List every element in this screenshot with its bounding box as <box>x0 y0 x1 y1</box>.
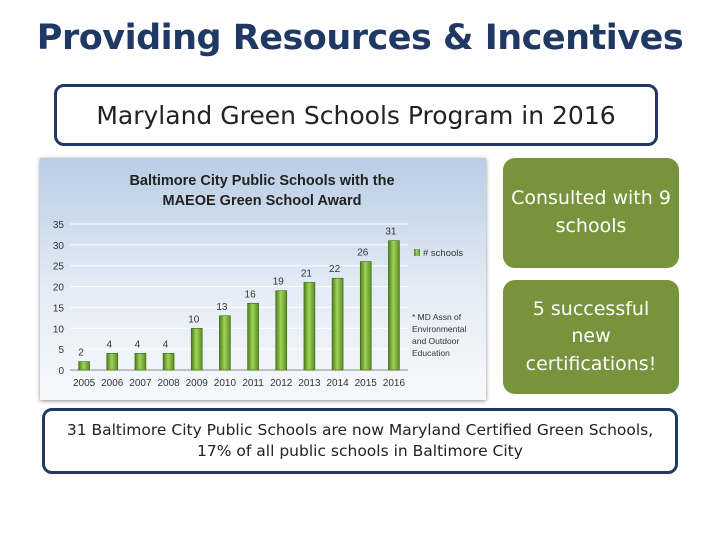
data-label: 10 <box>188 314 200 326</box>
x-tick-label: 2014 <box>326 378 349 389</box>
data-label: 4 <box>106 339 113 351</box>
summary-line2: 17% of all public schools in Baltimore City <box>197 442 523 460</box>
data-label: 21 <box>300 268 312 280</box>
summary-line1: 31 Baltimore City Public Schools are now Maryland Certified Green Schools, <box>66 421 654 440</box>
certifications-box <box>503 280 679 394</box>
x-tick-label: 2011 <box>242 378 264 389</box>
y-tick-label: 30 <box>52 240 64 252</box>
x-tick-label: 2009 <box>185 378 208 389</box>
x-tick-label: 2006 <box>101 378 124 389</box>
bar <box>107 353 118 370</box>
consulted-text: Consulted with 9 schools <box>511 187 671 237</box>
data-label: 4 <box>162 339 169 351</box>
data-label: 19 <box>272 276 284 288</box>
x-tick-label: 2005 <box>72 378 96 389</box>
subtitle-text: Maryland Green Schools Program in 2016 <box>96 100 616 130</box>
y-tick-label: 0 <box>58 366 64 377</box>
chart-svg <box>40 158 486 400</box>
bar <box>191 328 202 370</box>
bar <box>248 303 259 370</box>
legend-swatch <box>414 249 420 256</box>
bar <box>135 353 146 370</box>
data-label: 2 <box>78 347 84 359</box>
x-tick-label: 2012 <box>270 378 293 389</box>
data-label: 16 <box>244 289 256 301</box>
data-label: 13 <box>216 301 228 313</box>
data-label: 26 <box>357 247 369 259</box>
data-label: 31 <box>385 226 397 238</box>
footnote-line: Education <box>412 348 450 358</box>
data-label: 22 <box>329 264 341 276</box>
chart-title-line2: MAEOE Green School Award <box>162 193 362 209</box>
chart-title-line1: Baltimore City Public Schools with the <box>129 173 395 189</box>
consulted-box <box>503 158 679 268</box>
bar-chart <box>40 158 486 400</box>
y-tick-label: 20 <box>52 282 64 294</box>
bar <box>360 262 371 370</box>
bar <box>332 278 343 370</box>
subtitle-box <box>54 84 658 146</box>
y-tick-label: 5 <box>58 345 64 357</box>
x-tick-label: 2015 <box>354 378 377 389</box>
x-tick-label: 2008 <box>157 378 180 389</box>
x-tick-label: 2010 <box>213 378 237 389</box>
bar <box>163 353 174 370</box>
y-tick-label: 25 <box>52 261 64 273</box>
legend-label: # schools <box>423 248 464 259</box>
y-tick-label: 10 <box>52 324 64 336</box>
data-label: 4 <box>134 339 141 351</box>
summary-box <box>42 408 678 474</box>
footnote-line: * MD Assn of <box>412 312 462 322</box>
bar <box>304 282 315 370</box>
bar <box>79 362 90 370</box>
bar <box>219 316 230 370</box>
footnote-line: and Outdoor <box>412 336 460 346</box>
x-tick-label: 2013 <box>298 378 321 389</box>
certifications-text: 5 successful new certifications! <box>525 297 657 375</box>
y-tick-label: 35 <box>52 220 64 231</box>
bar <box>388 241 399 370</box>
y-tick-label: 15 <box>52 303 64 315</box>
x-tick-label: 2007 <box>129 378 152 389</box>
x-tick-label: 2016 <box>382 378 406 389</box>
bar <box>276 291 287 370</box>
footnote-line: Environmental <box>412 324 467 334</box>
slide-title: Providing Resources & Incentives <box>36 18 684 58</box>
